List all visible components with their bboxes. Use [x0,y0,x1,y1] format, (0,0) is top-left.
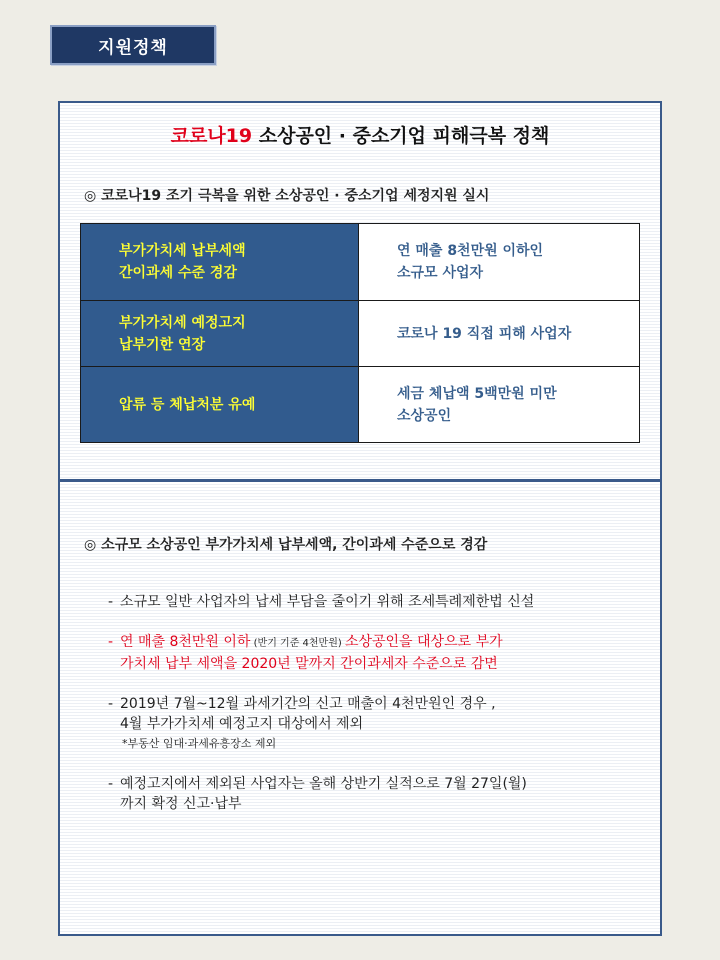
table-row [81,367,640,443]
footnote: *부동산 임대·과세유흥장소 제외 [122,737,277,750]
detail-panel [58,480,662,936]
policy-cell: 부가가치세 납부세액 간이과세 수준 경감 [81,224,359,301]
section1-heading: ◎ 코로나19 조기 극복을 위한 소상공인 · 중소기업 세정지원 실시 [84,188,490,204]
list-dash: - [108,634,114,650]
detail-list [108,592,648,834]
policy-panel [58,101,662,481]
target-cell: 코로나 19 직접 피해 사업자 [359,301,640,367]
list-dash: - [108,776,114,792]
policy-cell: 부가가치세 예정고지 납부기한 연장 [81,301,359,367]
target-cell: 연 매출 8천만원 이하인 소규모 사업자 [359,224,640,301]
list-item: - 예정고지에서 제외된 사업자는 올해 상반기 실적으로 7월 27일(월) 까지 확정 신고·납부 [108,776,527,812]
list-dash: - [108,696,114,712]
list-dash: - [108,594,114,610]
policy-table [80,223,640,443]
target-cell: 세금 체납액 5백만원 미만 소상공인 [359,367,640,443]
table-row [81,301,640,367]
title-rest: 소상공인 · 중소기업 피해극복 정책 [252,125,550,147]
list-item: - 소규모 일반 사업자의 납세 부담을 줄이기 위해 조세특례제한법 신설 [108,594,535,610]
list-item: - 2019년 7월~12월 과세기간의 신고 매출이 4천만원인 경우 , 4월 부가가치세 예정고지 대상에서 제외 *부동산 임대·과세유흥장소 제외 [108,694,648,754]
table-row [81,224,640,301]
list-item: - 연 매출 8천만원 이하 (반기 기준 4천만원) 소상공인을 대상으로 부가 가치세 납부 세액을 2020년 말까지 간이과세자 수준으로 감면 [108,634,503,672]
section-tag: 지원정책 [50,25,216,65]
title-highlight: 코로나19 [170,125,253,147]
section2-heading: ◎ 소규모 소상공인 부가가치세 납부세액, 간이과세 수준으로 경감 [84,537,488,553]
policy-cell: 압류 등 체납처분 유예 [81,367,359,443]
page-title [60,121,660,148]
